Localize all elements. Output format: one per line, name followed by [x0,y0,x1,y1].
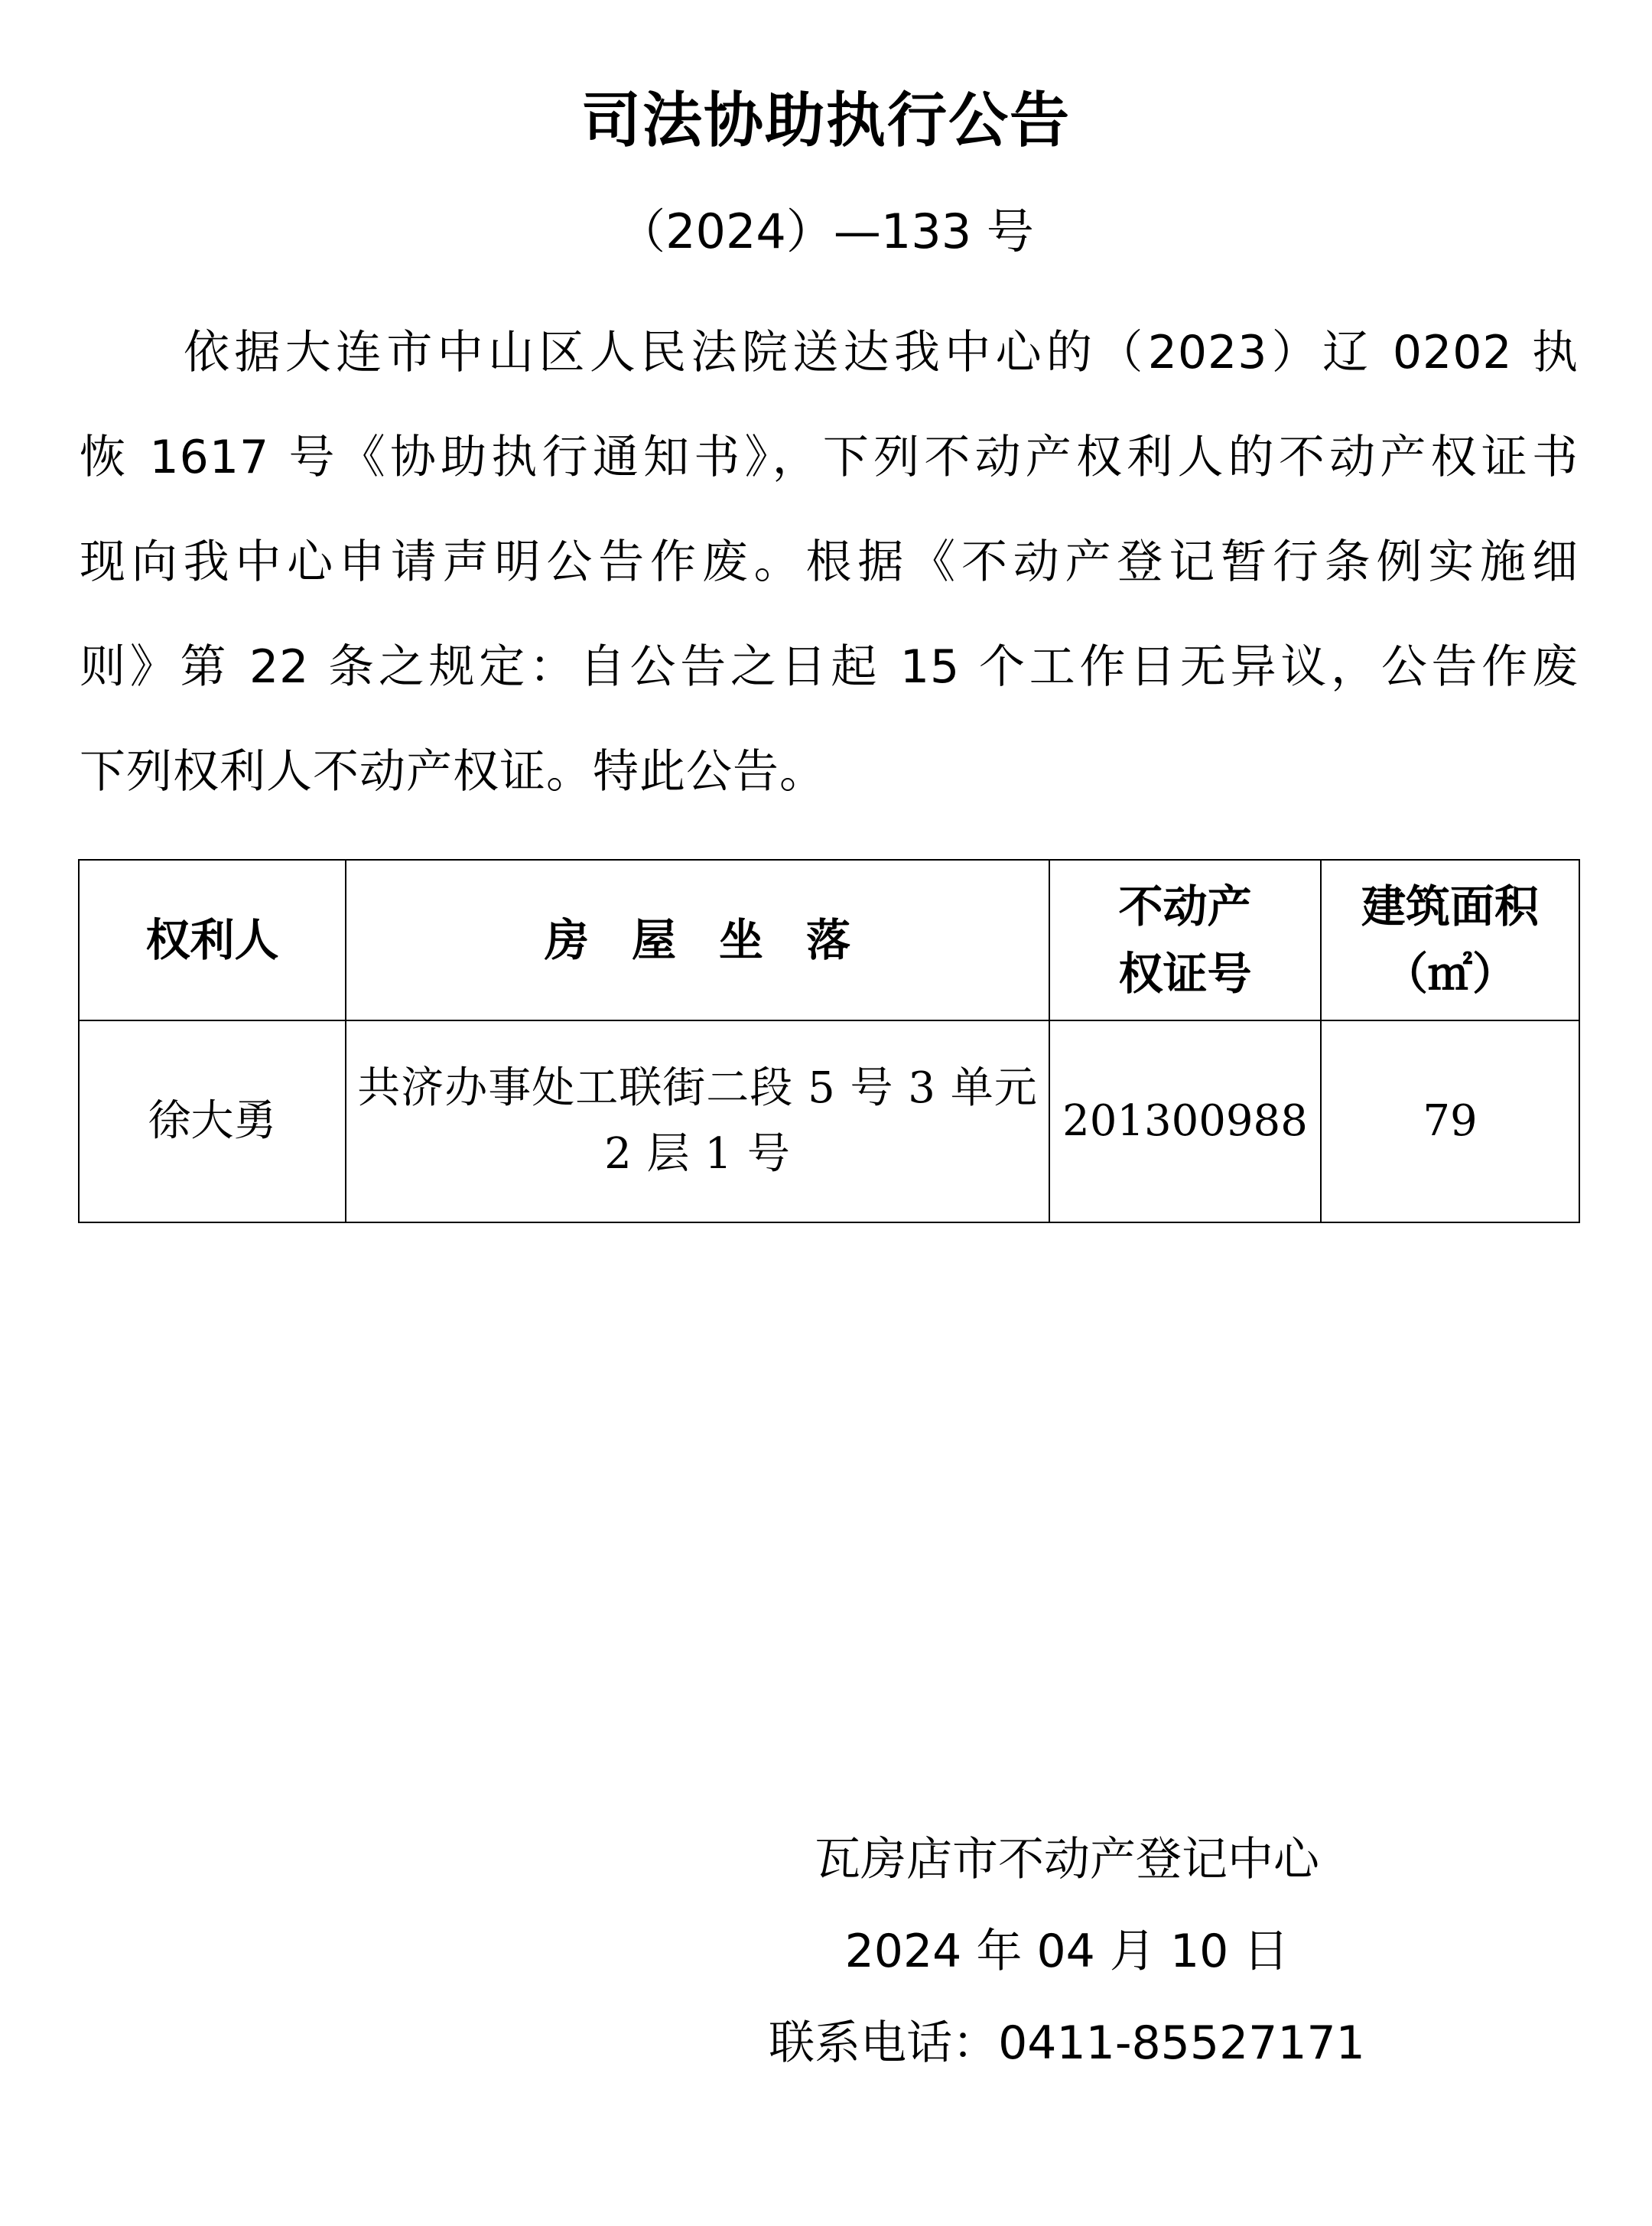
notice-body-line-2: 恢 1617 号《协助执行通知书》，下列不动产权利人的不动产权证书 [80,431,1579,484]
notice-body-line-1: 依据大连市中山区人民法院送达我中心的（2023）辽 0202 执 [184,326,1579,379]
header-area-line-2: （㎡） [1383,948,1517,1000]
footer-date: 2024 年 04 月 10 日 [844,1925,1289,1978]
table-row [79,1020,1579,1222]
cell-holder: 徐大勇 [79,1020,346,1222]
footer-issuer: 瓦房店市不动产登记中心 [815,1833,1319,1886]
header-cert-line-1: 不动产 [1118,880,1252,932]
notice-number: （2024）—133 号 [618,203,1034,259]
header-area-line-1: 建筑面积 [1361,880,1539,932]
cell-cert-no: 201300988 [1049,1020,1321,1222]
header-cert-no [1049,860,1321,1020]
cell-area: 79 [1321,1020,1579,1222]
notice-title: 司法协助执行公告 [580,86,1071,155]
notice-body-line-3: 现向我中心申请声明公告作废。根据《不动产登记暂行条例实施细 [80,535,1579,589]
header-location [346,860,1049,1020]
cell-location: 共济办事处工联街二段 5 号 3 单元 2 层 1 号 [346,1020,1049,1222]
footer-contact: 联系电话：0411-85527171 [769,2016,1365,2070]
header-cert-line-2: 权证号 [1118,948,1252,1000]
property-table [78,859,1580,1223]
notice-body-line-4: 则》第 22 条之规定：自公告之日起 15 个工作日无异议，公告作废 [80,640,1579,694]
header-area [1321,860,1579,1020]
header-holder: 权利人 [79,860,346,1020]
notice-body-line-5: 下列权利人不动产权证。特此公告。 [80,745,826,799]
table-header-row [79,860,1579,1020]
header-location-label: 房屋坐落 [544,914,893,966]
